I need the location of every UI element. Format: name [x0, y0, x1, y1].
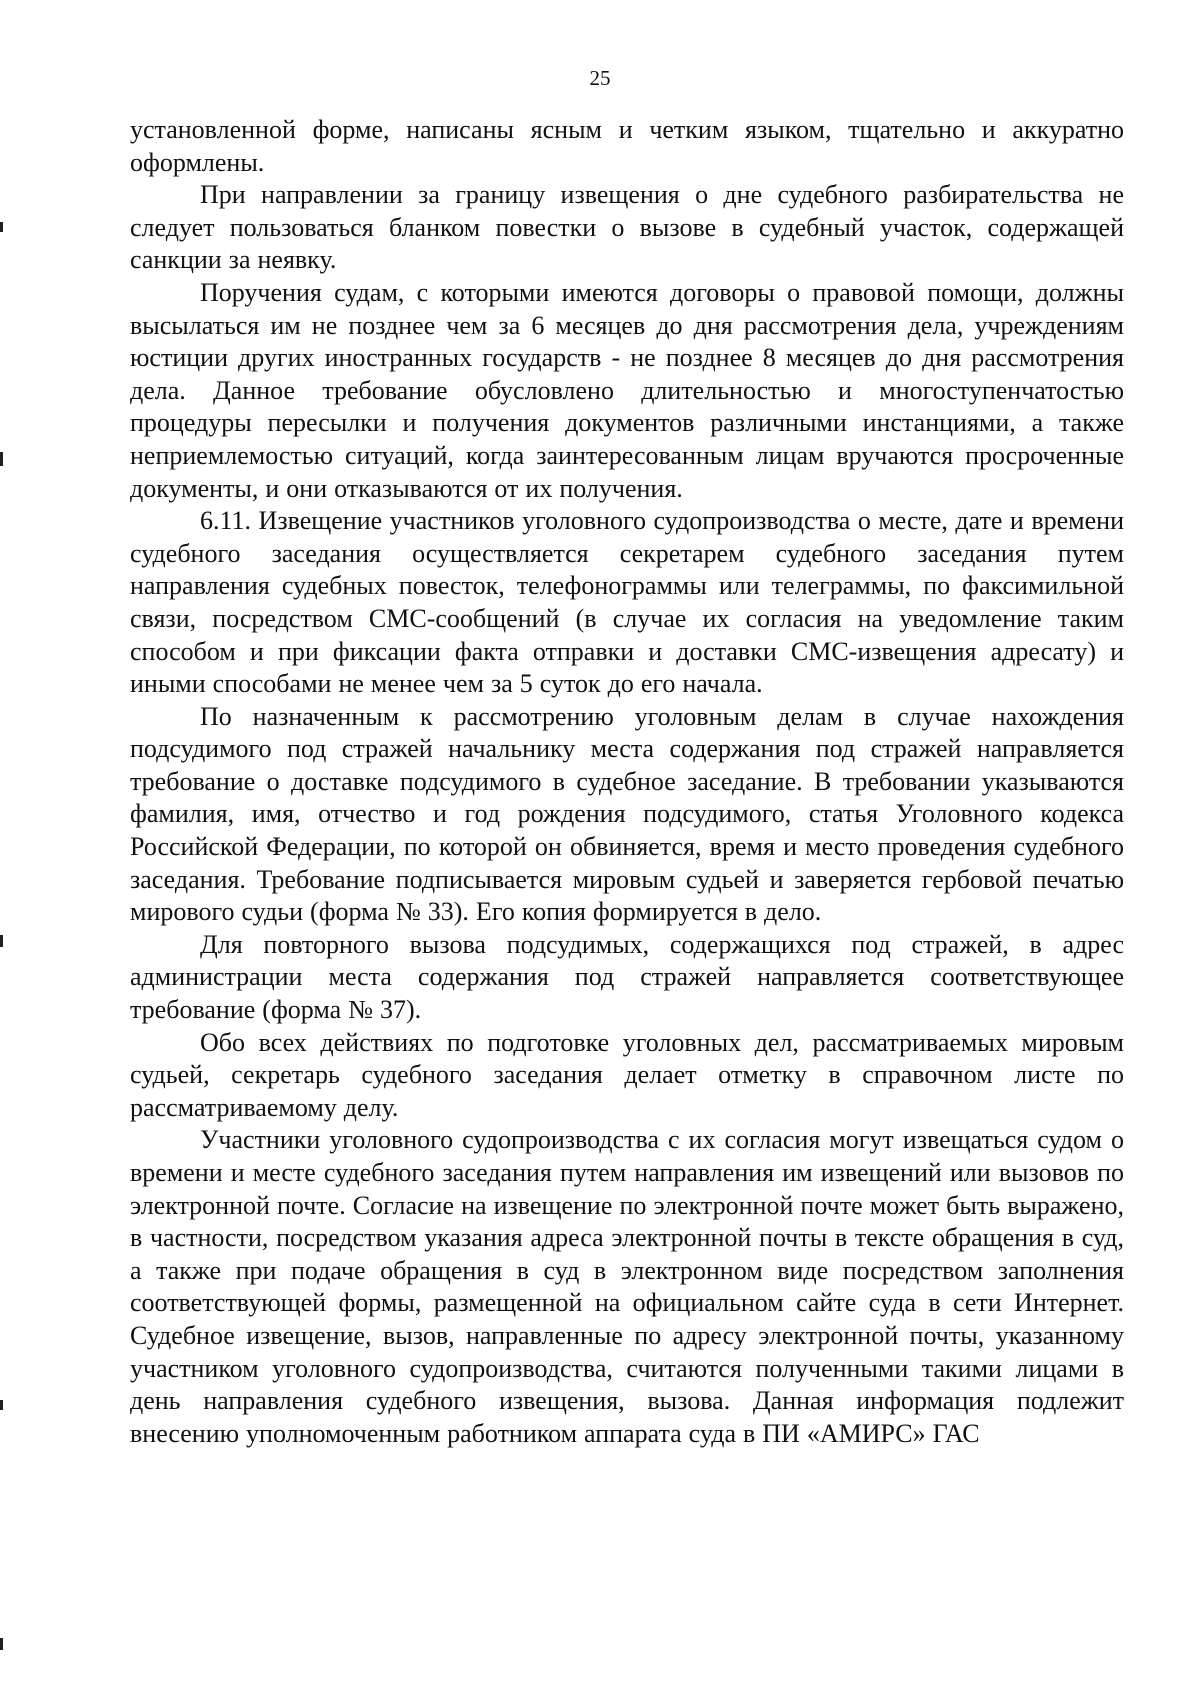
paragraph: Участники уголовного судопроизводства с их согласия могут извещаться судом о времени и месте судебного заседания путем направления им извещений или вызовов по электронной почте. Согласие на извещение по электронной почте может быть выражено, в частности, посредством указания адреса электронной почты в тексте обращения в суд, а также при подаче обращения в суд в электронном виде посредством заполнения соответствующей формы, размещенной на официальном сайте суда в сети Интернет. Судебное извещение, вызов, направленные по адресу электронной почты, указанному участником уголовного судопроизводства, считаются полученными такими лицами в день направления судебного извещения, вызова. Данная информация подлежит внесению уполномоченным работником аппарата суда в ПИ «АМИРС» ГАС	[130, 1125, 1124, 1448]
paragraph: 6.11. Извещение участников уголовного судопроизводства о месте, дате и времени судебного заседания осуществляется секретарем судебного заседания путем направления судебных повесток, телефонограммы или телеграммы, по факсимильной связи, посредством СМС-сообщений (в случае их согласия на уведомление таким способом и при фиксации факта отправки и доставки СМС-извещения адресату) и иными способами не менее чем за 5 суток до его начала.	[130, 506, 1124, 699]
scan-edge-mark	[0, 452, 3, 466]
scan-edge-mark	[0, 1400, 3, 1410]
scan-edge-mark	[0, 935, 3, 947]
paragraph: При направлении за границу извещения о дне судебного разбирательства не следует пользоваться бланком повестки о вызове в судебный участок, содержащей санкции за неявку.	[130, 180, 1124, 275]
paragraph: Поручения судам, с которыми имеются договоры о правовой помощи, должны высылаться им не позднее чем за 6 месяцев до дня рассмотрения дела, учреждениям юстиции других иностранных государств - не позднее 8 месяцев до дня рассмотрения дела. Данное требование обусловлено длительностью и многоступенчатостью процедуры пересылки и получения документов различными инстанциями, а также неприемлемостью ситуаций, когда заинтересованным лицам вручаются просроченные документы, и они отказываются от их получения.	[130, 277, 1124, 503]
paragraph: По назначенным к рассмотрению уголовным делам в случае нахождения подсудимого под стражей начальнику места содержания под стражей направляется требование о доставке подсудимого в судебное заседание. В требовании указываются фамилия, имя, отчество и год рождения подсудимого, статья Уголовного кодекса Российской Федерации, по которой он обвиняется, время и место проведения судебного заседания. Требование подписывается мировым судьей и заверяется гербовой печатью мирового судьи (форма № 33). Его копия формируется в дело.	[130, 701, 1124, 927]
page-number: 25	[589, 66, 611, 90]
paragraph: Для повторного вызова подсудимых, содержащихся под стражей, в адрес администрации места содержания под стражей направляется соответствующее требование (форма № 37).	[130, 929, 1124, 1025]
scan-edge-mark	[0, 222, 3, 232]
body-text	[130, 114, 1124, 1450]
scan-edge-mark	[0, 1638, 3, 1650]
paragraph: Обо всех действиях по подготовке уголовных дел, рассматриваемых мировым судьей, секретарь судебного заседания делает отметку в справочном листе по рассматриваемому делу.	[130, 1027, 1124, 1122]
paragraph: установленной форме, написаны ясным и четким языком, тщательно и аккуратно оформлены.	[130, 115, 1124, 177]
